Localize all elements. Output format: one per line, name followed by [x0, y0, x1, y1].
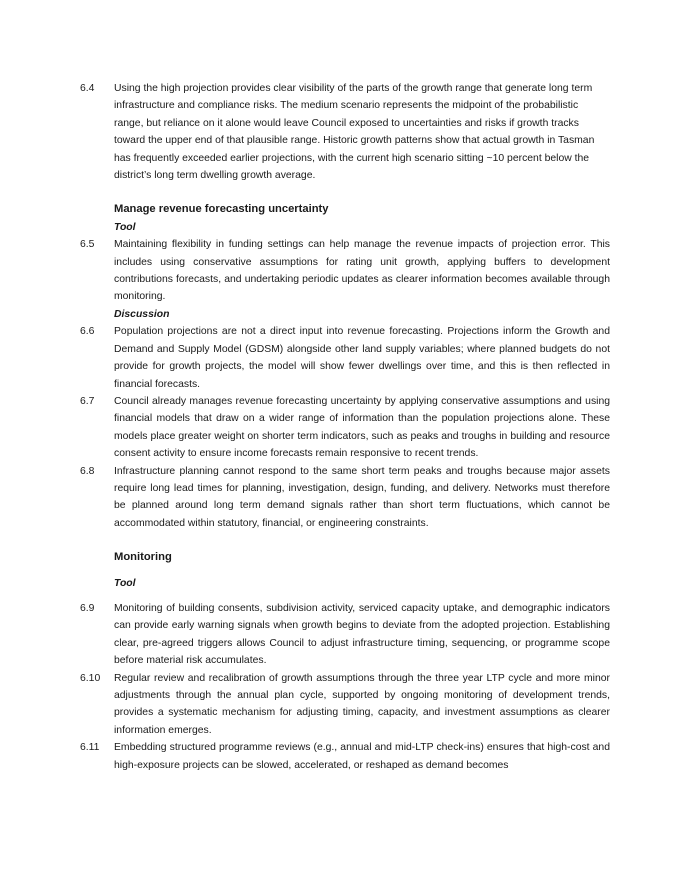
page-content	[80, 80, 610, 774]
subheading-discussion: Discussion	[114, 308, 170, 320]
paragraph-text: Using the high projection provides clear visibility of the parts of the growth range that generate long term infrastructure and compliance risks. The medium scenario represents the midpoint of the probabilistic range, but reliance on it alone would leave Council exposed to uncertainties and risks if growth tracks toward the upper end of that plausible range. Historic growth patterns show that actual growth in Tasman has frequently exceeded earlier projections, with the current high scenario sitting ~10 percent below the district’s long term dwelling growth average.	[114, 83, 595, 182]
paragraph-text: Population projections are not a direct input into revenue forecasting. Projections inform the Growth and Demand and Supply Model (GDSM) alongside other land supply variables; where planned budgets do not provide for growth projects, the model will show fewer dwellings over time, and this is then reflected in financial forecasts.	[114, 326, 610, 390]
paragraph-6-5	[80, 236, 610, 306]
paragraph-text: Monitoring of building consents, subdivision activity, serviced capacity uptake, and demographic indicators can provide early warning signals when growth begins to deviate from the adopted projection. Establishing clear, pre-agreed triggers allows Council to adjust infrastructure timing, sequencing, or programme scope before material risk accumulates.	[114, 602, 610, 667]
paragraph-text: Regular review and recalibration of growth assumptions through the three year LTP cycle and more minor adjustments through the annual plan cycle, supported by ongoing monitoring of development trends, provides a systematic mechanism for adjusting timing, capacity, and investment assumptions as clearer information emerges.	[114, 672, 610, 736]
paragraph-number: 6.11	[80, 742, 100, 754]
paragraph-text: Maintaining flexibility in funding settings can help manage the revenue impacts of projection error. This includes using conservative assumptions for rating unit growth, applying buffers to development contributions forecasts, and undertaking periodic updates as clearer information becomes available through monitoring.	[114, 239, 610, 303]
paragraph-text: Infrastructure planning cannot respond to the same short term peaks and troughs because major assets require long lead times for planning, investigation, design, funding, and delivery. Networks must therefore be planned around long term demand signals rather than short term fluctuations, which cannot be accommodated within statutory, financial, or engineering constraints.	[114, 465, 610, 529]
paragraph-6-7	[80, 393, 610, 463]
paragraph-number: 6.8	[80, 465, 95, 477]
paragraph-6-8	[80, 463, 610, 533]
paragraph-number: 6.6	[80, 326, 95, 338]
heading-manage-revenue: Manage revenue forecasting uncertainty	[114, 203, 329, 216]
paragraph-number: 6.4	[80, 83, 95, 94]
paragraph-number: 6.5	[80, 239, 95, 251]
paragraph-6-6	[80, 323, 610, 393]
paragraph-6-10	[80, 670, 610, 740]
subheading-tool: Tool	[114, 577, 136, 589]
paragraph-6-11	[80, 739, 610, 774]
paragraph-number: 6.7	[80, 395, 95, 407]
subheading-tool: Tool	[114, 221, 136, 233]
paragraph-text: Embedding structured programme reviews (e.g., annual and mid-LTP check-ins) ensures that high-cost and high-exposure projects can be slowed, accelerated, or reshaped as demand becomes	[114, 742, 610, 771]
paragraph-number: 6.10	[80, 672, 101, 684]
paragraph-6-9	[80, 600, 610, 670]
paragraph-6-4	[80, 80, 610, 184]
paragraph-text: Council already manages revenue forecasting uncertainty by applying conservative assumptions and using financial models that draw on a wider range of information than the population projections alone. These models place greater weight on shorter term indicators, such as peaks and troughs in building and resource consent activity to ensure income forecasts remain responsive to recent trends.	[114, 395, 610, 460]
heading-monitoring: Monitoring	[114, 551, 172, 564]
paragraph-number: 6.9	[80, 602, 95, 614]
